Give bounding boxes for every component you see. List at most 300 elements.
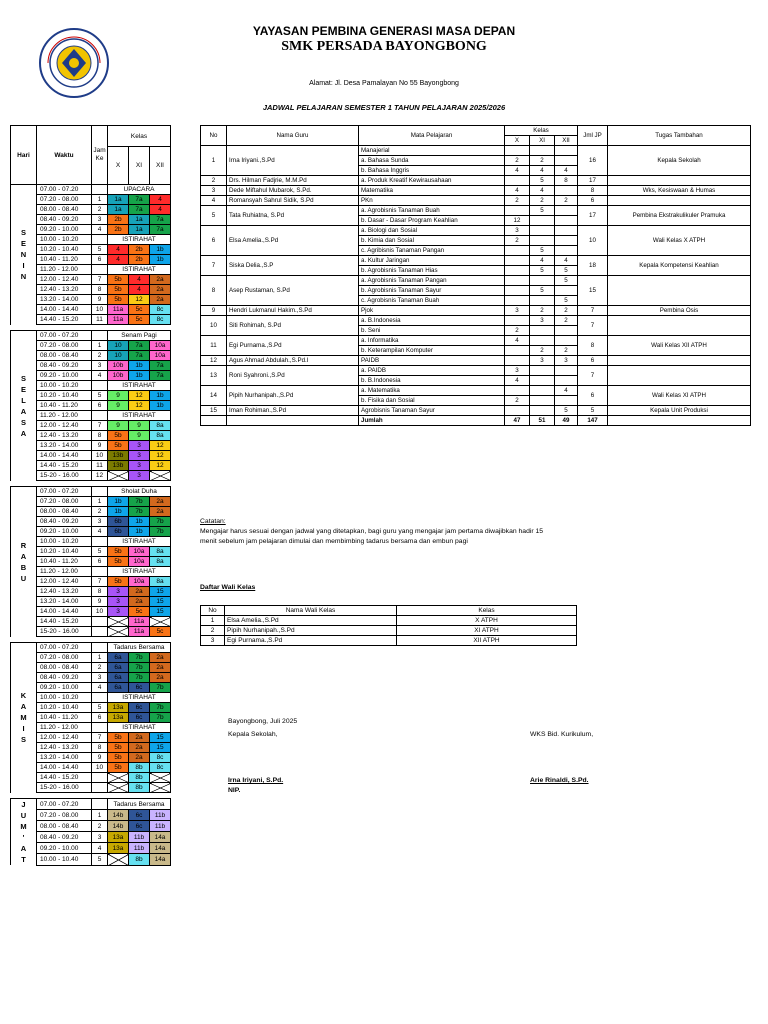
jml-jp: 7 xyxy=(578,366,608,386)
class-code: 4 xyxy=(108,255,129,265)
subject: a. Produk Kreatif Kewirausahaan xyxy=(359,176,505,186)
class-code: 12 xyxy=(150,461,171,471)
teacher-name: Egi Purnama.,S.Pd xyxy=(227,336,359,356)
teacher-row xyxy=(201,276,751,286)
jam-ke xyxy=(92,331,108,341)
class-code: 4 xyxy=(150,205,171,215)
empty-slot xyxy=(108,773,129,783)
class-code: 8a xyxy=(150,431,171,441)
time-slot: 09.20 - 10.00 xyxy=(37,527,92,537)
class-code: 2a xyxy=(150,295,171,305)
sign-right-role: WKS Bid. Kurikulum, xyxy=(530,731,594,738)
break-label: Tadarus Bersama xyxy=(108,799,171,810)
tugas-tambahan: Kepala Unit Produksi xyxy=(608,406,751,416)
wali-name: Egi Purnama.,S.Pd xyxy=(225,636,397,646)
subject: b. B.Indonesia xyxy=(359,376,505,386)
jam-ke: 2 xyxy=(92,663,108,673)
class-code: 7b xyxy=(150,517,171,527)
class-code: 7a xyxy=(129,351,150,361)
teacher-name: Siska Delia.,S.P xyxy=(227,256,359,276)
teacher-row xyxy=(201,406,751,416)
class-code: 6a xyxy=(108,653,129,663)
jml-jp: 15 xyxy=(578,276,608,306)
time-slot: 08.40 - 09.20 xyxy=(37,673,92,683)
class-code: 10b xyxy=(108,361,129,371)
jam-ke xyxy=(92,799,108,810)
class-code: 4 xyxy=(150,195,171,205)
class-code: 8b xyxy=(129,763,150,773)
time-slot: 12.40 - 13.20 xyxy=(37,587,92,597)
time-slot: 12.00 - 12.40 xyxy=(37,733,92,743)
jam-ke: 2 xyxy=(92,821,108,832)
jp-x xyxy=(505,176,530,186)
class-code: 15 xyxy=(150,597,171,607)
jp-xii xyxy=(555,326,578,336)
note-line-2: menit sebelum jam pelajaran dimulai dan membimbing tadarus bersama dan embun pagi xyxy=(200,538,468,545)
class-code: 7b xyxy=(150,713,171,723)
class-code: 10a xyxy=(129,557,150,567)
jam-ke xyxy=(92,723,108,733)
col-xi: XI xyxy=(129,147,150,185)
class-code: 12 xyxy=(150,441,171,451)
jam-ke: 7 xyxy=(92,733,108,743)
class-code: 1b xyxy=(129,527,150,537)
teacher-name: Dede Miftahul Mubarok, S.Pd. xyxy=(227,186,359,196)
wali-name: Elsa Amelia.,S.Pd xyxy=(225,616,397,626)
class-code: 8b xyxy=(129,773,150,783)
teacher-name: Pipih Nurhanipah.,S.Pd xyxy=(227,386,359,406)
class-code: 5b xyxy=(108,285,129,295)
wali-row xyxy=(201,616,577,626)
jam-ke xyxy=(92,773,108,783)
teacher-no: 7 xyxy=(201,256,227,276)
break-label: Senam Pagi xyxy=(108,331,171,341)
class-code: 2b xyxy=(129,255,150,265)
jam-ke: 10 xyxy=(92,451,108,461)
class-code: 8a xyxy=(150,577,171,587)
jam-ke: 6 xyxy=(92,401,108,411)
time-slot: 10.00 - 10.20 xyxy=(37,693,92,703)
jp-xii xyxy=(555,226,578,236)
jam-ke: 9 xyxy=(92,441,108,451)
break-label: ISTIRAHAT xyxy=(108,411,171,421)
time-slot: 12.40 - 13.20 xyxy=(37,431,92,441)
class-code: 5c xyxy=(129,315,150,325)
teacher-row xyxy=(201,386,751,396)
class-code: 8a xyxy=(150,557,171,567)
tugas-tambahan: Kepala Kompetensi Keahlian xyxy=(608,256,751,276)
break-label: ISTIRAHAT xyxy=(108,537,171,547)
wali-title: Daftar Wali Kelas xyxy=(200,584,256,591)
jp-xi xyxy=(530,326,555,336)
jp-xii: 8 xyxy=(555,176,578,186)
class-code: 1a xyxy=(129,215,150,225)
schedule-table xyxy=(10,125,171,866)
subject: a. Kultur Jaringan xyxy=(359,256,505,266)
class-code: 15 xyxy=(150,607,171,617)
jam-ke: 3 xyxy=(92,673,108,683)
jp-xii xyxy=(555,246,578,256)
jam-ke: 12 xyxy=(92,471,108,481)
jam-ke: 5 xyxy=(92,703,108,713)
class-code: 9 xyxy=(129,421,150,431)
jp-xii: 2 xyxy=(555,306,578,316)
time-slot: 11.20 - 12.00 xyxy=(37,567,92,577)
col-jml-jp: Jml JP xyxy=(578,126,608,146)
teacher-row xyxy=(201,336,751,346)
time-slot: 10.40 - 11.20 xyxy=(37,713,92,723)
teacher-no: 3 xyxy=(201,186,227,196)
jam-ke xyxy=(92,265,108,275)
jp-xi xyxy=(530,226,555,236)
class-code: 8c xyxy=(150,315,171,325)
class-code: 2b xyxy=(129,245,150,255)
class-code: 2b xyxy=(108,215,129,225)
class-code: 3 xyxy=(108,607,129,617)
time-slot: 13.20 - 14.00 xyxy=(37,597,92,607)
tugas-tambahan xyxy=(608,276,751,306)
jp-x xyxy=(505,296,530,306)
class-code: 2a xyxy=(150,285,171,295)
break-label: UPACARA xyxy=(108,185,171,195)
time-slot: 13.20 - 14.00 xyxy=(37,295,92,305)
tugas-tambahan xyxy=(608,356,751,366)
schedule-row xyxy=(11,643,171,653)
teacher-name: Drs. Hilman Fadjrie, M.M.Pd xyxy=(227,176,359,186)
school-name: SMK PERSADA BAYONGBONG xyxy=(281,39,487,54)
subject: a. Matematika xyxy=(359,386,505,396)
jp-xii xyxy=(555,396,578,406)
time-slot: 10.20 - 10.40 xyxy=(37,547,92,557)
time-slot: 12.40 - 13.20 xyxy=(37,285,92,295)
jp-x xyxy=(505,286,530,296)
teacher-no: 12 xyxy=(201,356,227,366)
schedule-row xyxy=(11,331,171,341)
class-code: 6a xyxy=(108,663,129,673)
teacher-name: Romansyah Sahrul Sidik, S.Pd xyxy=(227,196,359,206)
class-code: 10a xyxy=(129,577,150,587)
class-code: 10 xyxy=(108,341,129,351)
time-slot: 11.20 - 12.00 xyxy=(37,411,92,421)
jam-ke: 3 xyxy=(92,832,108,843)
jam-ke: 8 xyxy=(92,743,108,753)
subject: Manajerial xyxy=(359,146,505,156)
teacher-name: Elsa Amelia.,S.Pd xyxy=(227,226,359,256)
jam-ke: 4 xyxy=(92,527,108,537)
day-senin: S E N I N xyxy=(11,185,37,325)
class-code: 14a xyxy=(150,854,171,865)
class-code: 12 xyxy=(129,391,150,401)
break-label: ISTIRAHAT xyxy=(108,381,171,391)
jp-xi: 2 xyxy=(530,196,555,206)
empty-slot xyxy=(150,617,171,627)
jam-ke: 2 xyxy=(92,205,108,215)
jp-xii xyxy=(555,146,578,156)
class-code: 5b xyxy=(108,557,129,567)
empty-slot xyxy=(108,627,129,637)
jp-x xyxy=(505,406,530,416)
jam-ke: 10 xyxy=(92,607,108,617)
class-code: 8c xyxy=(150,305,171,315)
jml-jp: 17 xyxy=(578,176,608,186)
class-code: 7b xyxy=(129,653,150,663)
class-code: 2a xyxy=(150,507,171,517)
class-code: 5b xyxy=(108,743,129,753)
time-slot: 12.00 - 12.40 xyxy=(37,577,92,587)
subject: Matematika xyxy=(359,186,505,196)
class-code: 5c xyxy=(150,627,171,637)
jam-ke: 5 xyxy=(92,391,108,401)
class-code: 12 xyxy=(150,451,171,461)
teacher-no: 15 xyxy=(201,406,227,416)
col-kelas: Kelas xyxy=(505,126,578,136)
class-code: 5c xyxy=(129,305,150,315)
jam-ke: 4 xyxy=(92,683,108,693)
jp-xii: 5 xyxy=(555,296,578,306)
jam-ke: 11 xyxy=(92,461,108,471)
note-title: Catatan: xyxy=(200,518,226,525)
col-nama-wali: Nama Wali Kelas xyxy=(225,606,397,616)
time-slot: 07.00 - 07.20 xyxy=(37,643,92,653)
class-code: 6a xyxy=(108,673,129,683)
class-code: 13a xyxy=(108,703,129,713)
jam-ke xyxy=(92,185,108,195)
jp-xii xyxy=(555,376,578,386)
class-code: 4 xyxy=(129,285,150,295)
time-slot: 09.20 - 10.00 xyxy=(37,225,92,235)
jam-ke xyxy=(92,235,108,245)
jam-ke: 1 xyxy=(92,195,108,205)
time-slot: 08.40 - 09.20 xyxy=(37,361,92,371)
jp-xi xyxy=(530,146,555,156)
class-code: 13b xyxy=(108,461,129,471)
col-waktu: Waktu xyxy=(37,126,92,185)
jp-xi: 2 xyxy=(530,306,555,316)
subject: c. Agrobisnis Tanaman Buah xyxy=(359,296,505,306)
jam-ke: 7 xyxy=(92,275,108,285)
jml-jp: 16 xyxy=(578,146,608,176)
teacher-name: Roni Syahroni.,S.Pd xyxy=(227,366,359,386)
time-slot: 09.20 - 10.00 xyxy=(37,843,92,854)
wali-class: XI ATPH xyxy=(397,626,577,636)
class-code: 1b xyxy=(150,391,171,401)
class-code: 6c xyxy=(129,713,150,723)
class-code: 1b xyxy=(150,255,171,265)
class-code: 7a xyxy=(129,195,150,205)
col-no: No xyxy=(201,126,227,146)
jam-ke: 4 xyxy=(92,371,108,381)
jp-xi xyxy=(530,376,555,386)
total-xi: 51 xyxy=(530,416,555,426)
teacher-name: Agus Ahmad Abdulah.,S.Pd.I xyxy=(227,356,359,366)
teacher-row xyxy=(201,356,751,366)
jp-x xyxy=(505,256,530,266)
wali-no: 2 xyxy=(201,626,225,636)
class-code: 7b xyxy=(129,663,150,673)
empty-slot xyxy=(150,773,171,783)
col-xii: XII xyxy=(150,147,171,185)
subject: b. Kimia dan Sosial xyxy=(359,236,505,246)
jp-x: 4 xyxy=(505,336,530,346)
jml-jp: 7 xyxy=(578,306,608,316)
teacher-no: 9 xyxy=(201,306,227,316)
jp-xi xyxy=(530,396,555,406)
class-code: 7a xyxy=(150,215,171,225)
class-code: 13b xyxy=(108,451,129,461)
class-code: 1a xyxy=(108,205,129,215)
jam-ke: 2 xyxy=(92,351,108,361)
jp-xi: 2 xyxy=(530,346,555,356)
teacher-name: Asep Rustaman, S.Pd xyxy=(227,276,359,306)
subject: b. Keterampilan Komputer xyxy=(359,346,505,356)
teacher-name: Iman Rohiman.,S.Pd xyxy=(227,406,359,416)
class-code: 3 xyxy=(129,461,150,471)
class-code: 6c xyxy=(129,683,150,693)
jp-xi: 4 xyxy=(530,166,555,176)
time-slot: 08.00 - 08.40 xyxy=(37,351,92,361)
class-code: 9 xyxy=(108,421,129,431)
class-code: 5b xyxy=(108,441,129,451)
jp-x xyxy=(505,316,530,326)
jp-xii: 4 xyxy=(555,166,578,176)
class-code: 1b xyxy=(129,517,150,527)
teacher-table xyxy=(200,125,751,426)
school-address: Alamat: Jl. Desa Pamalayan No 55 Bayongbong xyxy=(309,80,459,87)
tugas-tambahan: Wali Kelas XII ATPH xyxy=(608,336,751,356)
day-kamis: K A M I S xyxy=(11,643,37,793)
time-slot: 07.20 - 08.00 xyxy=(37,810,92,821)
teacher-row xyxy=(201,196,751,206)
jam-ke: 6 xyxy=(92,255,108,265)
jam-ke: 5 xyxy=(92,854,108,865)
jam-ke: 4 xyxy=(92,843,108,854)
day-rabu: R A B U xyxy=(11,487,37,637)
time-slot: 14.40 - 15.20 xyxy=(37,315,92,325)
wali-class: XII ATPH xyxy=(397,636,577,646)
break-label: ISTIRAHAT xyxy=(108,693,171,703)
jp-x xyxy=(505,386,530,396)
class-code: 1b xyxy=(129,371,150,381)
jp-xi: 5 xyxy=(530,206,555,216)
jp-x: 4 xyxy=(505,186,530,196)
break-label: ISTIRAHAT xyxy=(108,265,171,275)
class-code: 1a xyxy=(129,225,150,235)
sign-left-name: Irna Iriyani, S.Pd. xyxy=(228,777,284,784)
time-slot: 08.40 - 09.20 xyxy=(37,215,92,225)
jp-x xyxy=(505,346,530,356)
tugas-tambahan: Pembina Osis xyxy=(608,306,751,316)
time-slot: 08.40 - 09.20 xyxy=(37,517,92,527)
class-code: 2a xyxy=(129,597,150,607)
class-code: 14a xyxy=(150,832,171,843)
jp-xii xyxy=(555,336,578,346)
jp-xi xyxy=(530,386,555,396)
jam-ke: 6 xyxy=(92,557,108,567)
class-code: 7b xyxy=(129,507,150,517)
class-code: 7b xyxy=(129,497,150,507)
jp-x xyxy=(505,266,530,276)
teacher-row xyxy=(201,226,751,236)
break-label: Tadarus Bersama xyxy=(108,643,171,653)
class-code: 6c xyxy=(129,821,150,832)
subject: Pjok xyxy=(359,306,505,316)
jam-ke xyxy=(92,567,108,577)
class-code: 2a xyxy=(129,753,150,763)
jp-xii xyxy=(555,286,578,296)
day-selasa: S E L A S A xyxy=(11,331,37,481)
teacher-row xyxy=(201,206,751,216)
jml-jp: 6 xyxy=(578,386,608,406)
teacher-no: 10 xyxy=(201,316,227,336)
time-slot: 08.00 - 08.40 xyxy=(37,205,92,215)
schedule-title: JADWAL PELAJARAN SEMESTER 1 TAHUN PELAJARAN 2025/2026 xyxy=(262,103,506,112)
jp-x xyxy=(505,246,530,256)
class-code: 8b xyxy=(129,783,150,793)
class-code: 2a xyxy=(129,733,150,743)
wali-class: X ATPH xyxy=(397,616,577,626)
col-x: X xyxy=(108,147,129,185)
class-code: 14b xyxy=(108,810,129,821)
class-code: 3 xyxy=(129,451,150,461)
jam-ke: 4 xyxy=(92,225,108,235)
time-slot: 15-20 - 16.00 xyxy=(37,627,92,637)
jam-ke: 5 xyxy=(92,245,108,255)
wali-table xyxy=(200,605,577,646)
teacher-no: 11 xyxy=(201,336,227,356)
jml-jp: 6 xyxy=(578,356,608,366)
tugas-tambahan xyxy=(608,196,751,206)
jp-x: 2 xyxy=(505,156,530,166)
jp-xii: 5 xyxy=(555,276,578,286)
jml-jp: 7 xyxy=(578,316,608,336)
class-code: 13a xyxy=(108,832,129,843)
jam-ke xyxy=(92,487,108,497)
teacher-name: Hendri Lukmanul Hakim.,S.Pd xyxy=(227,306,359,316)
teacher-row xyxy=(201,186,751,196)
class-code: 1b xyxy=(150,245,171,255)
time-slot: 14.40 - 15.20 xyxy=(37,461,92,471)
time-slot: 07.20 - 08.00 xyxy=(37,195,92,205)
class-code: 7b xyxy=(129,673,150,683)
class-code: 7a xyxy=(150,225,171,235)
tugas-tambahan: Kepala Sekolah xyxy=(608,146,751,176)
jml-jp: 10 xyxy=(578,226,608,256)
tugas-tambahan xyxy=(608,176,751,186)
jam-ke xyxy=(92,783,108,793)
subject: PKn xyxy=(359,196,505,206)
time-slot: 14.40 - 15.20 xyxy=(37,617,92,627)
jam-ke: 6 xyxy=(92,713,108,723)
class-code: 10b xyxy=(108,371,129,381)
subject: a. Agrobisnis Tanaman Buah xyxy=(359,206,505,216)
time-slot: 13.20 - 14.00 xyxy=(37,441,92,451)
jam-ke: 10 xyxy=(92,763,108,773)
jam-ke: 3 xyxy=(92,361,108,371)
col-xii: XII xyxy=(555,136,578,146)
jp-xi xyxy=(530,216,555,226)
class-code: 7a xyxy=(150,361,171,371)
time-slot: 09.20 - 10.00 xyxy=(37,683,92,693)
class-code: 5b xyxy=(108,431,129,441)
teacher-name: Irna Iriyani.,S.Pd xyxy=(227,146,359,176)
class-code: 8a xyxy=(150,547,171,557)
time-slot: 07.00 - 07.20 xyxy=(37,799,92,810)
class-code: 2a xyxy=(150,497,171,507)
time-slot: 08.40 - 09.20 xyxy=(37,832,92,843)
jml-jp: 17 xyxy=(578,206,608,226)
time-slot: 10.40 - 11.20 xyxy=(37,557,92,567)
wali-row xyxy=(201,636,577,646)
